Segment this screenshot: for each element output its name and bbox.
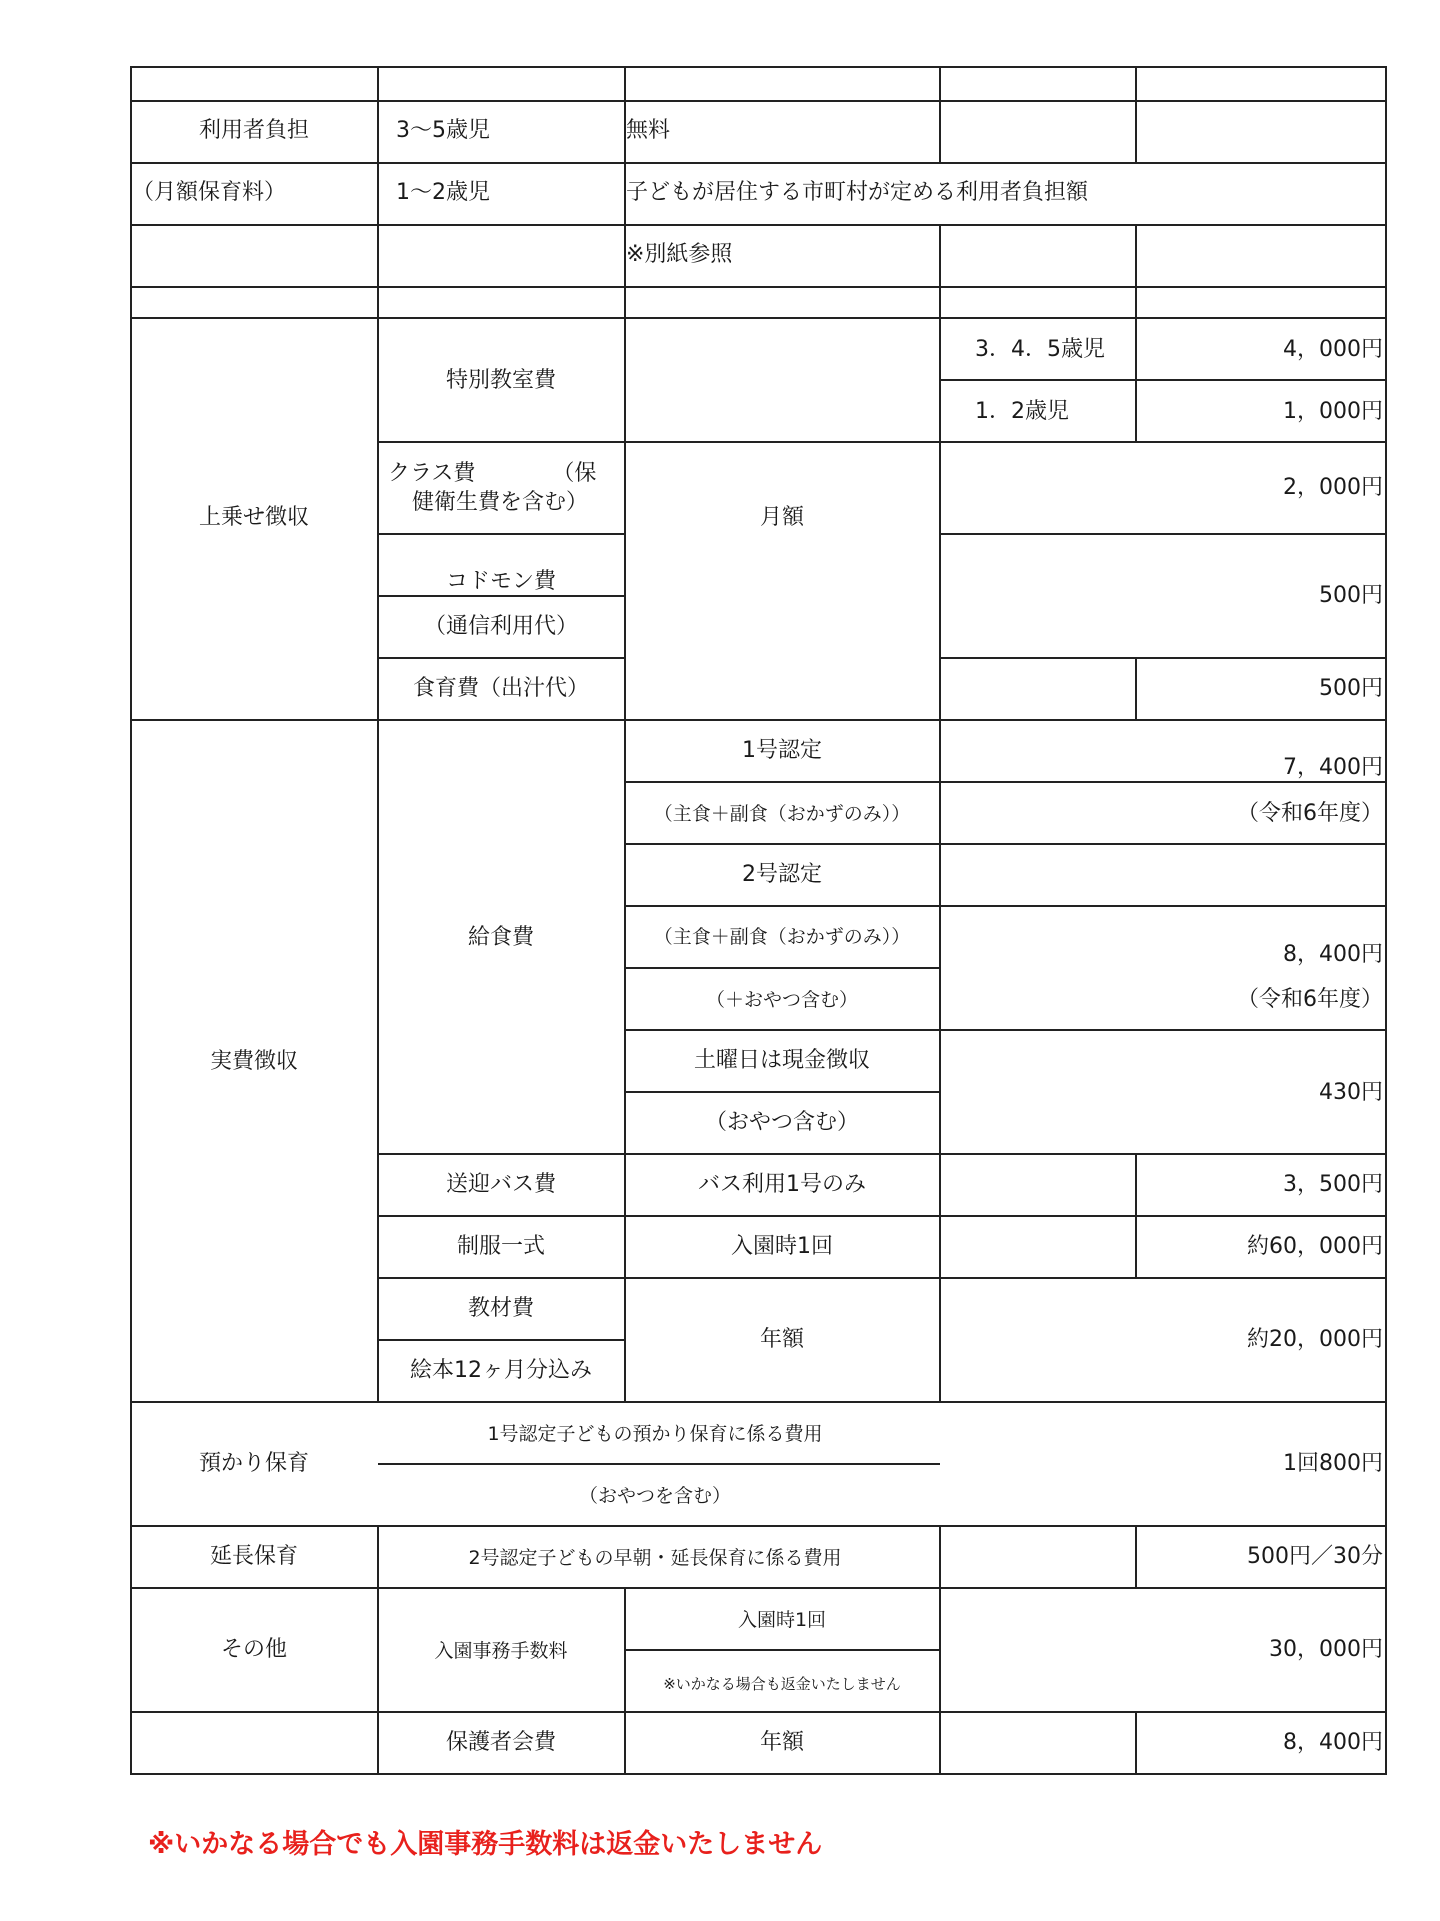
dashi-amount: 500円 (1319, 676, 1383, 701)
cert2-snack: （＋おやつ含む） (705, 989, 859, 1011)
rule (1135, 1153, 1137, 1279)
cert2-label: 2号認定 (742, 862, 822, 887)
materials-label: 教材費 (467, 1296, 535, 1321)
rule (939, 1525, 941, 1775)
rule (378, 1153, 1387, 1155)
age-12-label: 1．2歳児 (975, 399, 1069, 424)
codmon-label: コドモン費 (445, 569, 557, 594)
rule (625, 1029, 1387, 1031)
age-345-label: 3．4．5歳児 (975, 337, 1105, 362)
temp-care-label: 預かり保育 (198, 1451, 310, 1476)
rule (377, 1525, 379, 1775)
rule (1135, 657, 1137, 721)
rule (940, 379, 1387, 381)
bus-desc: バス利用1号のみ (698, 1172, 866, 1197)
temp-care-sub: （おやつを含む） (578, 1485, 732, 1507)
guardian-amount: 8，400円 (1283, 1730, 1383, 1755)
cert2-year: （令和6年度） (1237, 987, 1383, 1012)
admission-fee-label: 入園事務手数料 (434, 1640, 568, 1662)
cert1-year: （令和6年度） (1237, 801, 1383, 826)
codmon-sub-label: （通信利用代） (423, 614, 579, 639)
rule (625, 1649, 940, 1651)
extended-care-desc: 2号認定子どもの早朝・延長保育に係る費用 (468, 1547, 842, 1569)
rule (378, 533, 625, 535)
guardian-fee-label: 保護者会費 (445, 1730, 557, 1755)
rule (378, 1463, 940, 1465)
rule (130, 286, 1387, 288)
rule (378, 1215, 1387, 1217)
rule (130, 1525, 1387, 1527)
cert2-amount: 8，400円 (1283, 942, 1383, 967)
actual-costs-label: 実費徴収 (209, 1049, 299, 1074)
user-fee-sub-label: （月額保育料） (132, 180, 287, 205)
no-refund-note: ※いかなる場合も返金いたしません (663, 1675, 901, 1693)
rule (378, 1339, 625, 1341)
rule (130, 66, 1387, 68)
rule (130, 224, 1387, 226)
rule (1135, 66, 1137, 162)
rule (378, 441, 1387, 443)
class-fee-label-line1: クラス費 （保 (388, 461, 597, 486)
cert1-label: 1号認定 (742, 738, 822, 763)
rule (377, 66, 379, 1403)
rule (940, 657, 1387, 659)
rule (130, 100, 1387, 102)
cert1-amount: 7，400円 (1283, 755, 1383, 780)
rule (378, 657, 625, 659)
saturday-sub-label: （おやつ含む） (704, 1110, 860, 1135)
age-3-5-label: 3～5歳児 (396, 118, 490, 143)
rule (130, 1711, 1387, 1713)
yearly-label: 年額 (759, 1327, 805, 1352)
special-class-label: 特別教室費 (445, 368, 557, 393)
lunch-label: 給食費 (467, 925, 535, 950)
rule (130, 317, 1387, 319)
rule (625, 781, 1387, 783)
rule (1135, 317, 1137, 443)
extra-fees-label: 上乗せ徴収 (198, 505, 310, 530)
rule (130, 1587, 1387, 1589)
codmon-amount: 500円 (1319, 583, 1383, 608)
rule (1135, 1525, 1137, 1589)
municipal-fee-text: 子どもが居住する市町村が定める利用者負担額 (626, 180, 1089, 205)
rule (940, 533, 1387, 535)
saturday-amount: 430円 (1319, 1080, 1383, 1105)
rule (625, 1091, 940, 1093)
dashi-label: 食育費（出汁代） (412, 676, 590, 701)
free-text: 無料 (626, 118, 671, 143)
extended-care-amount: 500円／30分 (1247, 1544, 1383, 1569)
guardian-yearly: 年額 (759, 1730, 805, 1755)
other-label: その他 (220, 1637, 288, 1662)
age-1-2-label: 1～2歳児 (396, 180, 490, 205)
user-fee-label: 利用者負担 (198, 118, 310, 143)
admission-amount: 30，000円 (1269, 1637, 1383, 1662)
materials-sub-label: 絵本12ヶ月分込み (410, 1358, 592, 1383)
class-fee-label-line2: 健衛生費を含む） (412, 490, 589, 515)
rule (130, 1401, 1387, 1403)
rule (130, 719, 1387, 721)
materials-amount: 約20，000円 (1247, 1327, 1383, 1352)
cert1-desc: （主食＋副食（おかずのみ）） (653, 803, 911, 825)
rule (378, 1277, 1387, 1279)
rule (130, 1773, 1387, 1775)
rule (130, 162, 1387, 164)
attachment-note: ※別紙参照 (626, 242, 733, 267)
monthly-label: 月額 (759, 505, 805, 530)
rule (1135, 224, 1137, 317)
rule (625, 967, 940, 969)
admission-once: 入園時1回 (737, 1609, 827, 1631)
uniform-amount: 約60，000円 (1247, 1234, 1383, 1259)
bus-label: 送迎バス費 (445, 1172, 557, 1197)
rule (624, 1587, 626, 1775)
age-345-amount: 4，000円 (1283, 337, 1383, 362)
rule (1385, 66, 1387, 1775)
rule (939, 66, 941, 162)
rule (130, 66, 132, 1775)
rule (625, 843, 1387, 845)
rule (1135, 1711, 1137, 1775)
temp-care-amount: 1回800円 (1283, 1451, 1383, 1476)
temp-care-desc: 1号認定子どもの預かり保育に係る費用 (487, 1423, 823, 1445)
uniform-label: 制服一式 (456, 1234, 546, 1259)
extended-care-label: 延長保育 (209, 1544, 299, 1569)
uniform-desc: 入園時1回 (731, 1234, 833, 1259)
saturday-label: 土曜日は現金徴収 (693, 1048, 871, 1073)
rule (939, 224, 941, 1403)
age-12-amount: 1，000円 (1283, 399, 1383, 424)
class-fee-amount: 2，000円 (1283, 475, 1383, 500)
bus-amount: 3，500円 (1283, 1172, 1383, 1197)
rule (625, 905, 1387, 907)
cert2-desc: （主食＋副食（おかずのみ）） (653, 926, 911, 948)
footer-note: ※いかなる場合でも入園事務手数料は返金いたしません (148, 1829, 823, 1860)
